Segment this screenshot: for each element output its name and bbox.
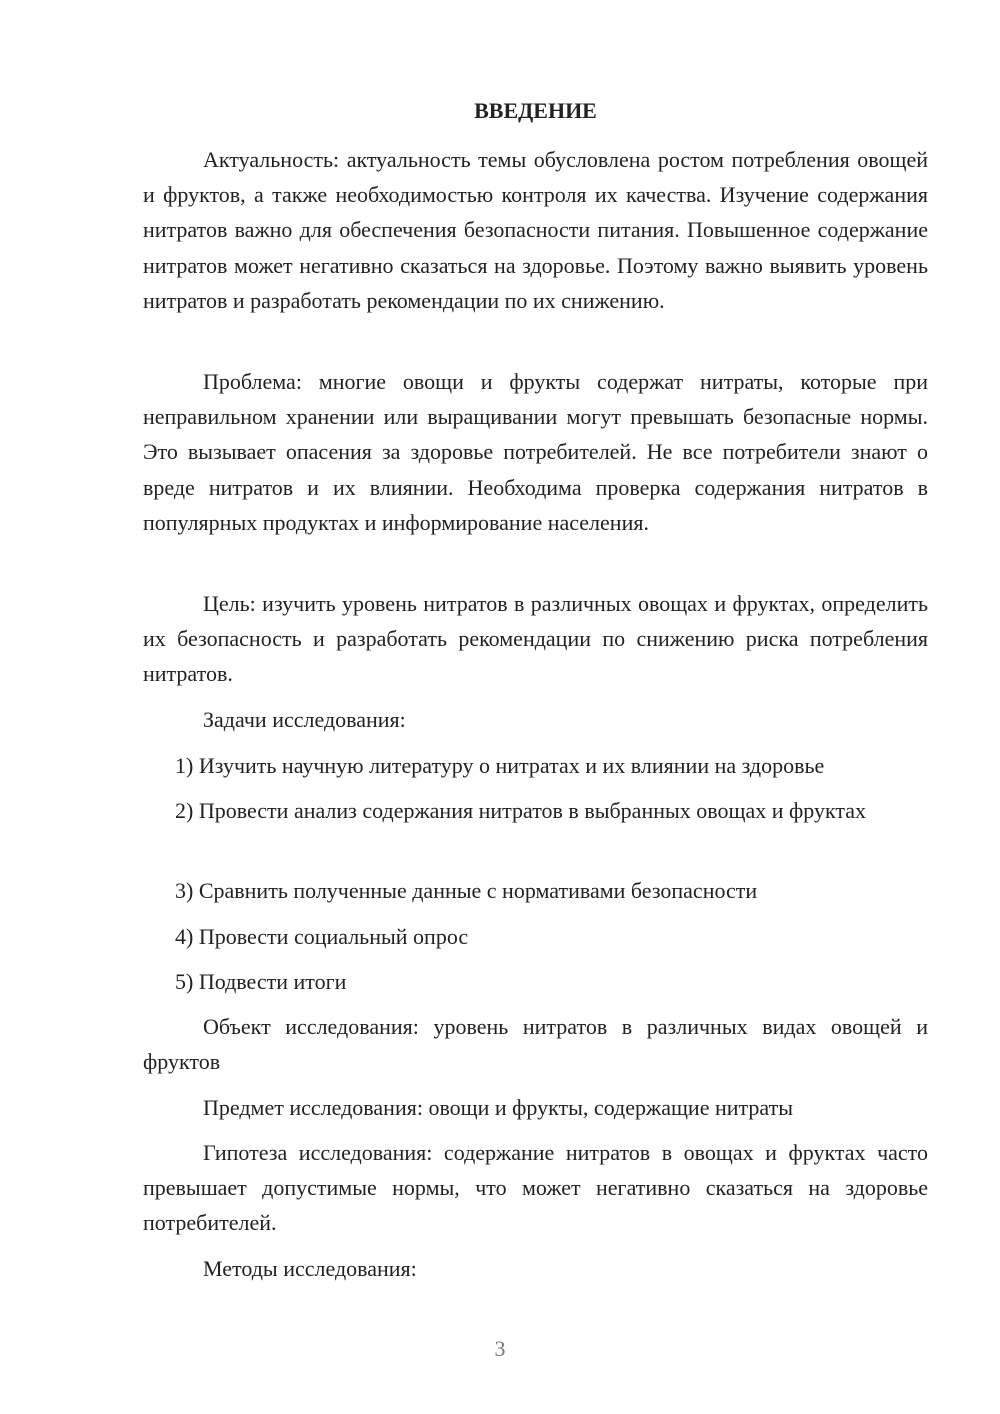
methods-title: Методы исследования: [203,1256,417,1281]
subject-paragraph: Предмет исследования: овощи и фрукты, содержащие нитраты [203,1095,793,1120]
object-paragraph: Объект исследования: уровень нитратов в различных видах овощей и фруктов [143,1014,928,1075]
tasks-title: Задачи исследования: [203,707,406,732]
task-item-2: 2) Провести анализ содержания нитратов в выбранных овощах и фруктах [175,798,867,823]
task-item-5: 5) Подвести итоги [175,969,347,994]
page-title: ВВЕДЕНИЕ [474,98,597,123]
task-item-3: 3) Сравнить полученные данные с нормативами безопасности [175,878,758,903]
task-item-1: 1) Изучить научную литературу о нитратах и их влиянии на здоровье [175,753,825,778]
goal-paragraph: Цель: изучить уровень нитратов в различных овощах и фруктах, определить их безопасность и разработать рекомендации по снижению риска потребления нитратов. [143,591,928,687]
page-number: 3 [494,1336,506,1361]
problem-paragraph: Проблема: многие овощи и фрукты содержат нитраты, которые при неправильном хранении или выращивании могут превышать безопасные нормы. Это вызывает опасения за здоровье потребителей. Не все потребители знают о вреде нитратов и их влиянии. Необходима проверка содержания нитратов в популярных продуктах и информирование населения. [143,369,928,535]
relevance-paragraph: Актуальность: актуальность темы обусловлена ростом потребления овощей и фруктов, а также необходимостью контроля их качества. Изучение содержания нитратов важно для обеспечения безопасности питания. Повышенное содержание нитратов может негативно сказаться на здоровье. Поэтому важно выявить уровень нитратов и разработать рекомендации по их снижению. [143,147,928,313]
hypothesis-paragraph: Гипотеза исследования: содержание нитратов в овощах и фруктах часто превышает допустимые нормы, что может негативно сказаться на здоровье потребителей. [143,1140,928,1236]
task-item-4: 4) Провести социальный опрос [175,924,469,949]
